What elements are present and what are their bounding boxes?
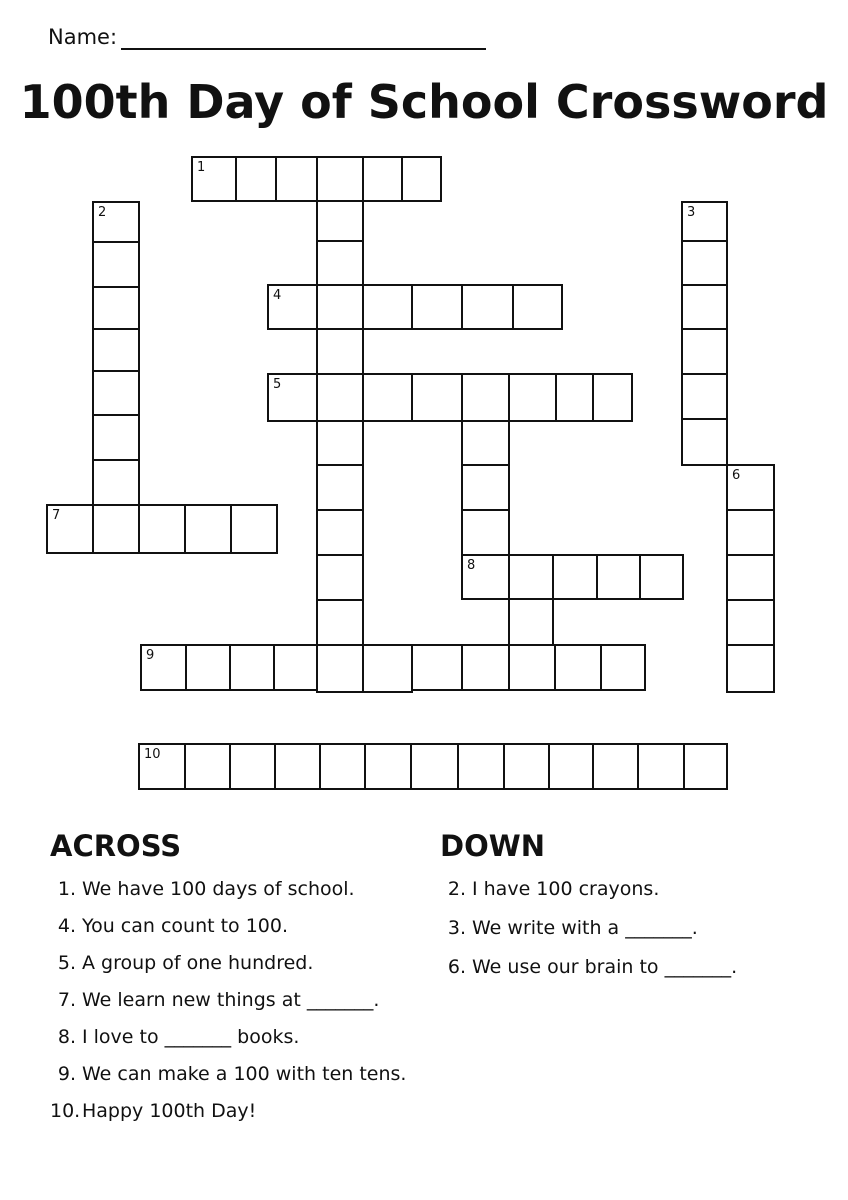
crossword-cell[interactable] <box>503 743 550 790</box>
crossword-cell[interactable] <box>275 156 318 202</box>
crossword-cell[interactable] <box>191 156 237 202</box>
crossword-cell[interactable] <box>92 286 140 330</box>
crossword-cell[interactable] <box>273 644 318 691</box>
clue-item <box>50 987 380 1024</box>
cell-number: 5 <box>273 377 282 392</box>
crossword-cell[interactable] <box>508 373 557 422</box>
crossword-cell[interactable] <box>235 156 277 202</box>
crossword-cell[interactable] <box>46 504 94 554</box>
crossword-cell[interactable] <box>316 420 364 466</box>
crossword-cell[interactable] <box>726 509 775 556</box>
crossword-cell[interactable] <box>726 599 775 646</box>
crossword-cell[interactable] <box>92 504 140 554</box>
crossword-cell[interactable] <box>512 284 563 330</box>
clue-number: 7. <box>57 989 76 1011</box>
crossword-cell[interactable] <box>92 370 140 416</box>
cell-number: 3 <box>687 205 696 220</box>
crossword-cell[interactable] <box>681 328 728 375</box>
clue-text: We write with a _______. <box>472 917 698 939</box>
crossword-cell[interactable] <box>461 554 510 600</box>
clue-text: You can count to 100. <box>82 915 289 937</box>
crossword-cell[interactable] <box>362 284 413 330</box>
clue-number: 10. <box>50 1100 81 1122</box>
crossword-cell[interactable] <box>683 743 728 790</box>
crossword-cell[interactable] <box>554 644 602 691</box>
crossword-cell[interactable] <box>592 743 639 790</box>
crossword-cell[interactable] <box>726 644 775 693</box>
crossword-cell[interactable] <box>461 464 510 511</box>
clue-number: 2. <box>447 878 466 900</box>
crossword-cell[interactable] <box>274 743 321 790</box>
crossword-cell[interactable] <box>362 373 413 422</box>
clue-text: I have 100 crayons. <box>472 878 660 900</box>
crossword-cell[interactable] <box>316 284 364 330</box>
crossword-cell[interactable] <box>552 554 598 600</box>
clue-text: We learn new things at _______. <box>82 989 380 1011</box>
crossword-cell[interactable] <box>681 201 728 242</box>
crossword-cell[interactable] <box>316 644 364 693</box>
crossword-cell[interactable] <box>639 554 684 600</box>
cell-number: 4 <box>273 288 282 303</box>
clue-number: 5. <box>57 952 76 974</box>
crossword-cell[interactable] <box>362 156 403 202</box>
clue-item <box>50 1098 257 1135</box>
crossword-cell[interactable] <box>401 156 442 202</box>
crossword-cell[interactable] <box>681 240 728 286</box>
down-clues <box>440 826 738 993</box>
down-heading: DOWN <box>440 829 545 863</box>
crossword-cell[interactable] <box>681 373 728 420</box>
crossword-cell[interactable] <box>138 504 186 554</box>
crossword-cell[interactable] <box>410 743 459 790</box>
crossword-cell[interactable] <box>461 420 510 466</box>
across-clues <box>50 826 407 1135</box>
crossword-cell[interactable] <box>600 644 646 691</box>
clue-item <box>50 950 314 987</box>
crossword-cell[interactable] <box>508 598 554 646</box>
crossword-cell[interactable] <box>364 743 412 790</box>
clue-item <box>50 876 355 913</box>
clue-item <box>440 954 738 993</box>
crossword-cell[interactable] <box>229 644 275 691</box>
crossword-cell[interactable] <box>316 328 364 375</box>
crossword-cell[interactable] <box>592 373 633 422</box>
crossword-cell[interactable] <box>316 240 364 286</box>
crossword-cell[interactable] <box>411 284 463 330</box>
name-label: Name: <box>48 25 118 49</box>
crossword-cell[interactable] <box>316 554 364 601</box>
clue-number: 6. <box>447 956 466 978</box>
crossword-cell[interactable] <box>230 504 278 554</box>
clue-item <box>50 1061 407 1098</box>
crossword-cell[interactable] <box>316 464 364 511</box>
crossword-cell[interactable] <box>555 373 594 422</box>
crossword-cell[interactable] <box>457 743 505 790</box>
crossword-cell[interactable] <box>508 644 556 691</box>
crossword-cell[interactable] <box>461 373 510 422</box>
crossword-cell[interactable] <box>267 284 318 330</box>
crossword-cell[interactable] <box>185 644 231 691</box>
crossword-cell[interactable] <box>92 459 140 506</box>
clue-text: I love to _______ books. <box>82 1026 300 1048</box>
cell-number: 1 <box>197 160 206 175</box>
clue-text: A group of one hundred. <box>82 952 314 974</box>
crossword-cell[interactable] <box>184 743 231 790</box>
crossword-cell[interactable] <box>316 373 364 422</box>
crossword-cell[interactable] <box>461 284 514 330</box>
crossword-cell[interactable] <box>319 743 366 790</box>
crossword-cell[interactable] <box>92 414 140 461</box>
clue-text: We have 100 days of school. <box>82 878 355 900</box>
clue-number: 3. <box>447 917 466 939</box>
crossword-cell[interactable] <box>726 554 775 601</box>
crossword-cell[interactable] <box>184 504 232 554</box>
clue-number: 4. <box>57 915 76 937</box>
cell-number: 10 <box>144 747 161 762</box>
crossword-cell[interactable] <box>316 200 364 242</box>
crossword-cell[interactable] <box>92 201 140 243</box>
clue-text: We can make a 100 with ten tens. <box>82 1063 407 1085</box>
crossword-cell[interactable] <box>681 418 728 466</box>
crossword-cell[interactable] <box>461 644 510 691</box>
crossword-cell[interactable] <box>92 241 140 288</box>
cell-number: 6 <box>732 468 741 483</box>
clue-text: We use our brain to _______. <box>472 956 738 978</box>
clue-number: 9. <box>57 1063 76 1085</box>
across-heading: ACROSS <box>50 829 182 863</box>
clue-number: 8. <box>57 1026 76 1048</box>
crossword-cell[interactable] <box>316 156 364 202</box>
crossword-cell[interactable] <box>229 743 276 790</box>
clue-item <box>50 1024 300 1061</box>
page-title: 100th Day of School Crossword <box>19 75 829 129</box>
crossword-cell[interactable] <box>362 644 413 693</box>
cell-number: 2 <box>98 205 107 220</box>
clue-item <box>50 913 289 950</box>
crossword-cell[interactable] <box>92 328 140 372</box>
clue-item <box>440 876 660 915</box>
crossword-cell[interactable] <box>138 743 186 790</box>
clue-number: 1. <box>57 878 76 900</box>
crossword-cell[interactable] <box>411 373 463 422</box>
crossword-cell[interactable] <box>596 554 641 600</box>
clue-text: Happy 100th Day! <box>82 1100 257 1122</box>
crossword-cell[interactable] <box>637 743 685 790</box>
crossword-cell[interactable] <box>681 284 728 330</box>
crossword-cell[interactable] <box>461 509 510 556</box>
crossword-cell[interactable] <box>140 644 187 691</box>
cell-number: 7 <box>52 508 61 523</box>
crossword-cell[interactable] <box>411 644 463 691</box>
crossword-cell[interactable] <box>726 464 775 511</box>
crossword-cell[interactable] <box>508 554 554 600</box>
crossword-cell[interactable] <box>316 509 364 556</box>
cell-number: 9 <box>146 648 155 663</box>
clue-item <box>440 915 698 954</box>
crossword-cell[interactable] <box>316 599 364 646</box>
crossword-cell[interactable] <box>548 743 594 790</box>
crossword-cell[interactable] <box>267 373 318 422</box>
cell-number: 8 <box>467 558 476 573</box>
